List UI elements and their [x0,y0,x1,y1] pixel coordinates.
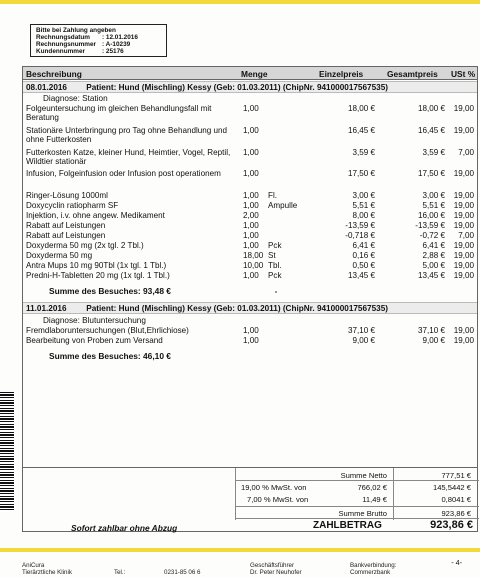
item-quantity: 2,00 [243,211,259,220]
item-description: Doxycyclin ratiopharm SF [26,201,119,210]
item-vat: 19,00 [453,201,474,210]
item-unit: Fl. [268,191,277,200]
item-unit-price: 3,00 € [352,191,375,200]
item-description: Folgeuntersuchung im gleichen Behandlungsfall mit Beratung [26,104,212,123]
visit-date: 08.01.2016 [26,83,67,92]
item-total-price: 17,50 € [417,169,445,178]
item-quantity: 1,00 [243,191,259,200]
net-label: Summe Netto [340,471,387,480]
visit-patient: Patient: Hund (Mischling) Kessy (Geb: 01.03.2011) (ChipNr. 941000017567535) [86,304,388,313]
reference-row [36,34,161,41]
ceo-label: Geschäftsführer [250,562,295,569]
visit-header [23,302,477,314]
item-description: Injektion, i.v. ohne angew. Medikament [26,211,165,220]
item-total-price: 16,45 € [417,126,445,135]
item-unit-price: 16,45 € [347,126,375,135]
item-quantity: 18,00 [243,251,264,260]
item-description: Infusion, Folgeinfusion oder Infusion post operationem [26,169,221,178]
payment-note: Sofort zahlbar ohne Abzug [71,523,178,533]
reference-value: : 25176 [102,48,124,55]
item-vat: 7,00 [458,148,474,157]
bank-name: Commerzbank [350,568,391,576]
item-vat: 19,00 [453,211,474,220]
vat-19-tax: 145,5442 € [432,483,471,492]
item-unit-price: -0,718 € [345,231,375,240]
pen-mark [275,291,277,293]
item-vat: 19,00 [453,169,474,178]
item-total-price: 3,59 € [422,148,445,157]
page-number: - 4- [451,558,462,567]
item-unit-price: 6,41 € [352,241,375,250]
item-quantity: 1,00 [243,326,259,335]
footer-phone-label: Tel.: [114,569,126,576]
item-description: Stationäre Unterbringung pro Tag ohne Behandlung und ohne Futterkosten [26,126,227,145]
item-total-price: 18,00 € [417,104,445,113]
vat-7-base: 11,49 € [362,495,387,504]
item-quantity: 1,00 [243,271,259,280]
vat-19-label: 19,00 % MwSt. von [241,483,307,492]
item-unit-price: 0,16 € [352,251,375,260]
visit-patient: Patient: Hund (Mischling) Kessy (Geb: 01.03.2011) (ChipNr. 941000017567535) [86,83,388,92]
vat-7-label: 7,00 % MwSt. von [247,495,309,504]
item-quantity: 1,00 [243,169,259,178]
vat-7-tax: 0,8041 € [441,495,471,504]
summary-divider [393,468,394,520]
table-header [23,67,477,80]
reference-label: Rechnungsdatum [36,34,90,41]
reference-value: : 12.01.2016 [102,34,138,41]
gross-label: Summe Brutto [338,509,387,518]
item-description: Doxyderma 50 mg (2x tgl. 2 Tbl.) [26,241,144,250]
item-quantity: 1,00 [243,104,259,113]
gross-value: 923,86 € [441,509,471,518]
item-total-price: -13,59 € [415,221,445,230]
item-unit: Ampulle [268,201,298,210]
item-unit-price: 9,00 € [352,336,375,345]
item-total-price: -0,72 € [419,231,445,240]
item-unit: St [268,251,276,260]
item-quantity: 1,00 [243,126,259,135]
header-accent-bar [0,0,480,4]
footer-ceo [250,563,302,576]
total-label: ZAHLBETRAG [313,520,382,531]
item-quantity: 1,00 [243,148,259,157]
item-unit: Pck [268,241,282,250]
footer-company [22,563,72,576]
item-vat: 19,00 [453,104,474,113]
item-total-price: 5,00 € [422,261,445,270]
company-name: AniCura [22,562,45,569]
visit-subtotal: Summe des Besuches: 93,48 € [49,286,171,296]
item-unit-price: 8,00 € [352,211,375,220]
item-unit-price: -13,59 € [345,221,375,230]
vat-19-base: 766,02 € [357,483,387,492]
header-description: Beschreibung [26,69,82,79]
header-total-price: Gesamtpreis [387,69,438,79]
item-description: Rabatt auf Leistungen [26,221,106,230]
item-total-price: 2,88 € [422,251,445,260]
item-quantity: 1,00 [243,201,259,210]
total-value: 923,86 € [430,519,473,531]
visit-date: 11.01.2016 [26,304,67,313]
item-unit-price: 13,45 € [347,271,375,280]
item-unit-price: 18,00 € [347,104,375,113]
summary-rule [235,480,479,481]
item-description: Predni-H-Tabletten 20 mg (1x tgl. 1 Tbl.) [26,271,170,280]
reference-box-title: Bitte bei Zahlung angeben [36,27,116,34]
item-total-price: 13,45 € [417,271,445,280]
ceo-name: Dr. Peter Neuhofer [250,568,302,576]
header-quantity: Menge [241,69,268,79]
item-quantity: 1,00 [243,221,259,230]
payment-reference-box [30,24,167,57]
item-total-price: 37,10 € [417,326,445,335]
barcode [0,392,14,512]
item-unit: Tbl. [268,261,282,270]
item-total-price: 5,51 € [422,201,445,210]
header-unit-price: Einzelpreis [319,69,364,79]
item-vat: 19,00 [453,241,474,250]
reference-label: Kundennummer [36,48,85,55]
visit-diagnosis: Diagnose: Station [43,94,108,103]
item-description: Fremdlaboruntersuchungen (Blut,Ehrlichiose) [26,326,189,335]
item-vat: 19,00 [453,261,474,270]
company-subtitle: Tierärztliche Klinik [22,568,72,576]
item-unit-price: 17,50 € [347,169,375,178]
item-description: Antra Mups 10 mg 90Tbl (1x tgl. 1 Tbl.) [26,261,167,270]
summary-rule [235,506,479,507]
item-description: Doxyderma 50 mg [26,251,93,260]
item-total-price: 9,00 € [422,336,445,345]
item-vat: 7,00 [458,231,474,240]
item-description: Bearbeitung von Proben zum Versand [26,336,163,345]
item-description: Ringer-Lösung 1000ml [26,191,108,200]
footer-bank [350,563,396,576]
item-unit-price: 3,59 € [352,148,375,157]
item-vat: 19,00 [453,271,474,280]
item-unit-price: 5,51 € [352,201,375,210]
visit-header [23,81,477,93]
item-vat: 19,00 [453,326,474,335]
reference-label: Rechnungsnummer [36,41,97,48]
summary-divider [235,468,236,520]
item-vat: 19,00 [453,126,474,135]
bank-label: Bankverbindung: [350,562,397,569]
visit-subtotal: Summe des Besuches: 46,10 € [49,351,171,361]
net-value: 777,51 € [441,471,471,480]
visit-diagnosis: Diagnose: Blutuntersuchung [43,316,146,325]
item-quantity: 10,00 [243,261,264,270]
item-unit-price: 37,10 € [347,326,375,335]
item-description: Futterkosten Katze, kleiner Hund, Heimtier, Vogel, Reptil, Wildtier stationär [26,148,231,167]
item-unit-price: 0,50 € [352,261,375,270]
item-vat: 19,00 [453,191,474,200]
reference-value: : A-10239 [102,41,131,48]
item-vat: 19,00 [453,221,474,230]
footer-phone: 0231-85 06 6 [164,569,201,576]
header-vat: USt % [451,69,476,79]
reference-row [36,41,161,48]
invoice-table [22,66,478,532]
item-quantity: 1,00 [243,241,259,250]
item-vat: 19,00 [453,336,474,345]
reference-row [36,48,161,55]
item-unit: Pck [268,271,282,280]
item-quantity: 1,00 [243,231,259,240]
item-description: Rabatt auf Leistungen [26,231,106,240]
item-total-price: 16,00 € [417,211,445,220]
footer-accent-bar [0,548,480,552]
item-total-price: 3,00 € [422,191,445,200]
invoice-summary [23,467,477,533]
item-vat: 19,00 [453,251,474,260]
item-quantity: 1,00 [243,336,259,345]
item-total-price: 6,41 € [422,241,445,250]
